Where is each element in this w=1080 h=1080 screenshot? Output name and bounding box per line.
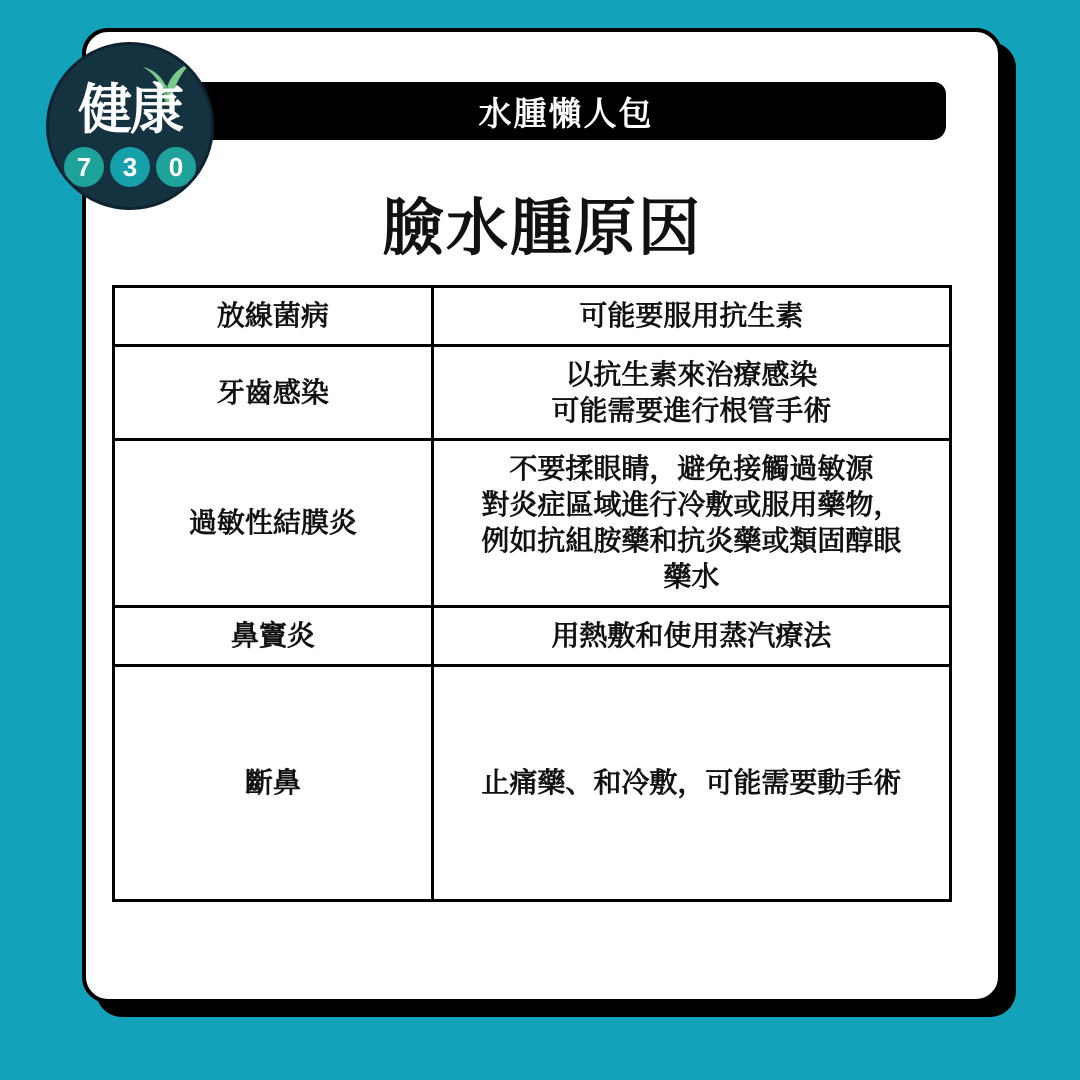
table-row bbox=[114, 606, 951, 665]
table-row bbox=[114, 287, 951, 346]
cause-cell: 斷鼻 bbox=[114, 665, 433, 900]
treatment-cell bbox=[432, 606, 950, 665]
treatment-line: 不要揉眼睛，避免接觸過敏源 bbox=[509, 453, 874, 485]
treatment-line: 可能需要進行根管手術 bbox=[551, 394, 832, 426]
causes-table bbox=[112, 285, 952, 902]
treatment-line: 藥水 bbox=[663, 560, 720, 592]
brand-digit-0: 0 bbox=[156, 147, 196, 187]
treatment-cell bbox=[432, 287, 950, 346]
treatment-line: 可能要服用抗生素 bbox=[579, 300, 804, 331]
banner-title: 水腫懶人包 bbox=[478, 94, 654, 132]
cause-cell: 放線菌病 bbox=[114, 287, 433, 346]
treatment-cell bbox=[432, 440, 950, 606]
cause-cell: 牙齒感染 bbox=[114, 345, 433, 440]
treatment-line: 例如抗組胺藥和抗炎藥或類固醇眼 bbox=[481, 525, 902, 557]
treatment-cell bbox=[432, 665, 950, 900]
treatment-line: 止痛藥、和冷敷，可能需要動手術 bbox=[481, 766, 902, 798]
brand-digit-7: 7 bbox=[64, 147, 104, 187]
page-title: 臉水腫原因 bbox=[381, 194, 702, 263]
table-row bbox=[114, 665, 951, 900]
banner bbox=[186, 82, 946, 140]
cause-cell: 過敏性結膜炎 bbox=[114, 440, 433, 606]
treatment-line: 以抗生素來治療感染 bbox=[565, 358, 818, 390]
table-row bbox=[114, 345, 951, 440]
brand-digit-3: 3 bbox=[110, 147, 150, 187]
cause-cell: 鼻竇炎 bbox=[114, 606, 433, 665]
treatment-line: 對炎症區域進行冷敷或服用藥物， bbox=[481, 489, 902, 521]
table-row bbox=[114, 440, 951, 606]
brand-name: 健康 bbox=[78, 80, 182, 140]
treatment-line: 用熱敷和使用蒸汽療法 bbox=[551, 619, 832, 651]
treatment-cell bbox=[432, 345, 950, 440]
